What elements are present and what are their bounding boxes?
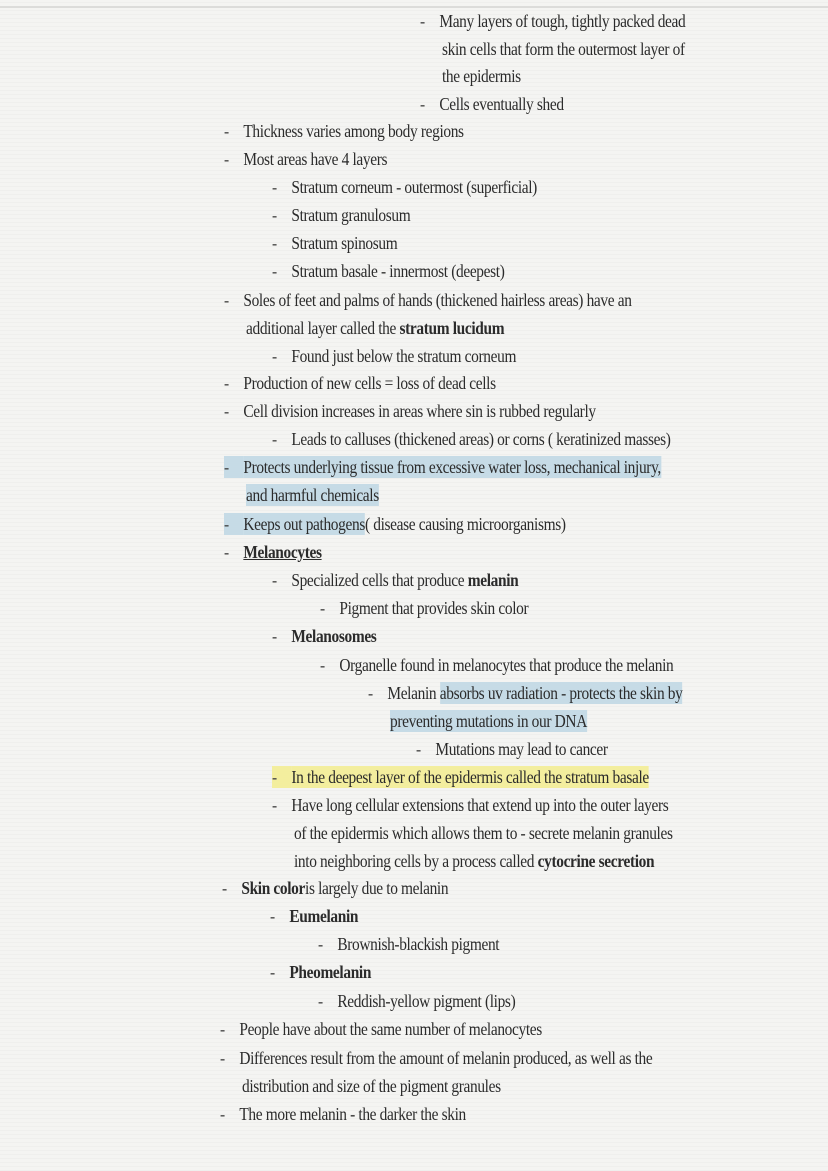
note-line-7: - Stratum corneum - outermost (superficial): [272, 177, 537, 197]
note-line-26: preventing mutations in our DNA: [390, 711, 587, 731]
note-line-11: - Soles of feet and palms of hands (thickened hairless areas) have an: [224, 290, 632, 310]
note-line-38: - Differences result from the amount of melanin produced, as well as the: [220, 1048, 653, 1068]
note-line-30: of the epidermis which allows them to - secrete melanin granules: [294, 823, 673, 843]
note-line-25: - Melanin absorbs uv radiation - protects the skin by: [368, 683, 683, 703]
note-line-40: - The more melanin - the darker the skin: [220, 1104, 466, 1124]
note-line-15: - Cell division increases in areas where sin is rubbed regularly: [224, 401, 596, 421]
note-line-35: - Pheomelanin: [270, 962, 372, 982]
note-line-20: - Melanocytes: [224, 542, 322, 562]
note-line-4: - Cells eventually shed: [420, 94, 564, 114]
note-line-39: distribution and size of the pigment granules: [242, 1076, 501, 1096]
note-line-16: - Leads to calluses (thickened areas) or corns ( keratinized masses): [272, 429, 671, 449]
page-top-edge: [0, 6, 828, 8]
note-line-14: - Production of new cells = loss of dead cells: [224, 373, 496, 393]
note-line-1: - Many layers of tough, tightly packed dead: [420, 11, 686, 31]
note-line-2: skin cells that form the outermost layer of: [442, 39, 685, 59]
note-line-10: - Stratum basale - innermost (deepest): [272, 261, 505, 281]
note-line-17: - Protects underlying tissue from excessive water loss, mechanical injury,: [224, 457, 661, 477]
note-line-3: the epidermis: [442, 66, 521, 86]
note-line-28: - In the deepest layer of the epidermis called the stratum basale: [272, 767, 649, 787]
note-line-34: - Brownish-blackish pigment: [318, 934, 500, 954]
note-line-22: - Pigment that provides skin color: [320, 598, 529, 618]
note-line-33: - Eumelanin: [270, 906, 359, 926]
note-line-36: - Reddish-yellow pigment (lips): [318, 991, 516, 1011]
note-line-8: - Stratum granulosum: [272, 205, 411, 225]
note-line-19: - Keeps out pathogens ( disease causing microorganisms): [224, 514, 566, 534]
note-line-9: - Stratum spinosum: [272, 233, 398, 253]
note-line-21: - Specialized cells that produce melanin: [272, 570, 519, 590]
note-line-31: into neighboring cells by a process called cytocrine secretion: [294, 851, 655, 871]
note-line-5: - Thickness varies among body regions: [224, 121, 464, 141]
note-line-13: - Found just below the stratum corneum: [272, 346, 517, 366]
note-line-6: - Most areas have 4 layers: [224, 149, 388, 169]
note-line-23: - Melanosomes: [272, 626, 377, 646]
note-line-27: - Mutations may lead to cancer: [416, 739, 608, 759]
note-line-12: additional layer called the stratum lucidum: [246, 318, 505, 338]
note-line-18: and harmful chemicals: [246, 485, 379, 505]
note-line-32: - Skin color is largely due to melanin: [222, 878, 449, 898]
note-line-24: - Organelle found in melanocytes that produce the melanin: [320, 655, 674, 675]
note-line-29: - Have long cellular extensions that extend up into the outer layers: [272, 795, 669, 815]
note-line-37: - People have about the same number of melanocytes: [220, 1019, 542, 1039]
